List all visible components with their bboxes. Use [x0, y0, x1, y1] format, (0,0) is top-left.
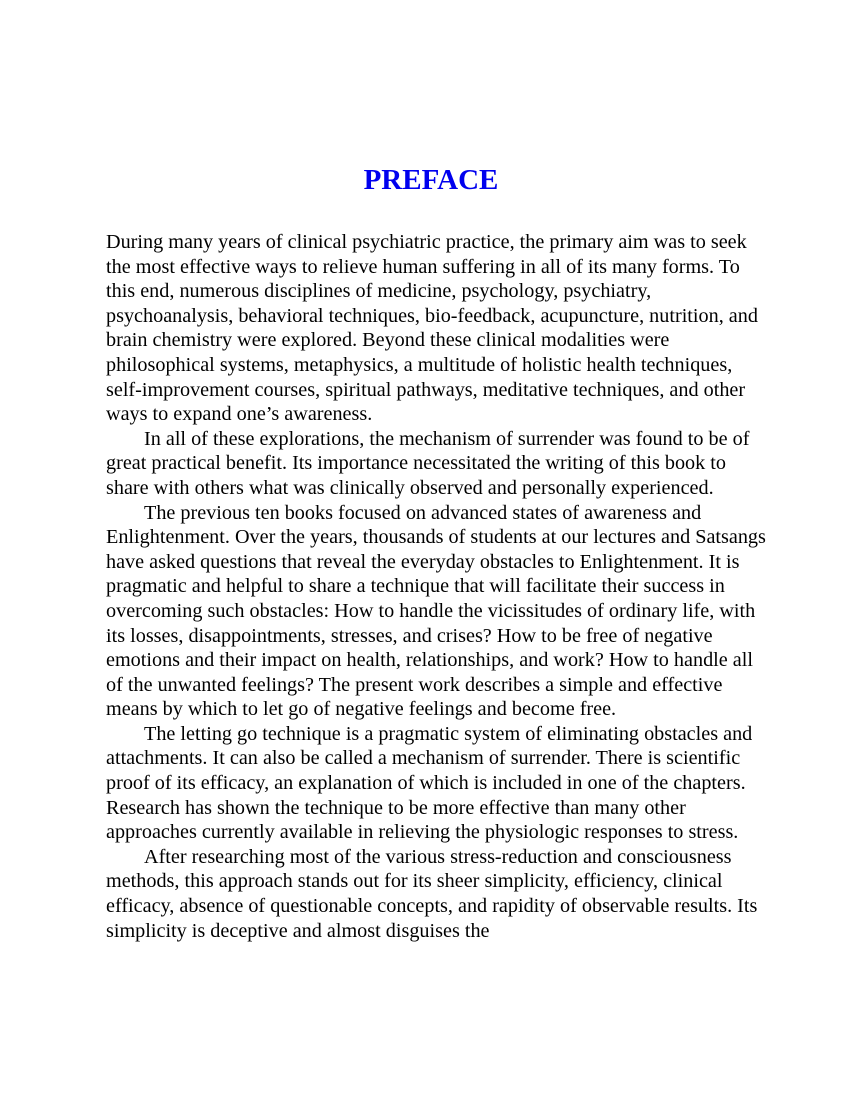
paragraph-1: During many years of clinical psychiatric practice, the primary aim was to seek the most effective ways to relieve human suffering in all of its many forms. To this end, numerous disciplines of medicine, psychology, psychiatry, psychoanalysis, behavioral techniques, bio-feedback, acupuncture, nutrition, and brain chemistry were explored. Beyond these clinical modalities were philosophical systems, metaphysics, a multitude of holistic health techniques, self-improvement courses, spiritual pathways, meditative techniques, and other ways to expand one’s awareness.: [106, 231, 758, 426]
paragraph-2: In all of these explorations, the mechanism of surrender was found to be of great practical benefit. Its importance necessitated the writing of this book to share with others what was clinically observed and personally experienced.: [106, 427, 750, 499]
preface-body: [106, 230, 766, 943]
paragraph-4: The letting go technique is a pragmatic system of eliminating obstacles and attachments. It can also be called a mechanism of surrender. There is scientific proof of its efficacy, an explanation of which is included in one of the chapters. Research has shown the technique to be more effective than many other approaches currently available in relieving the physiologic responses to stress.: [106, 722, 753, 844]
page-title: PREFACE: [363, 164, 499, 196]
paragraph-5: After researching most of the various stress-reduction and consciousness methods, this approach stands out for its sheer simplicity, efficiency, clinical efficacy, absence of questionable concepts, and rapidity of observable results. Its simplicity is deceptive and almost disguises the: [106, 845, 758, 942]
paragraph-3: The previous ten books focused on advanced states of awareness and Enlightenment. Over the years, thousands of students at our lectures and Satsangs have asked questions that reveal the everyday obstacles to Enlightenment. It is pragmatic and helpful to share a technique that will facilitate their success in overcoming such obstacles: How to handle the vicissitudes of ordinary life, with its losses, disappointments, stresses, and crises? How to be free of negative emotions and their impact on health, relationships, and work? How to handle all of the unwanted feelings? The present work describes a simple and effective means by which to let go of negative feelings and become free.: [106, 501, 766, 721]
